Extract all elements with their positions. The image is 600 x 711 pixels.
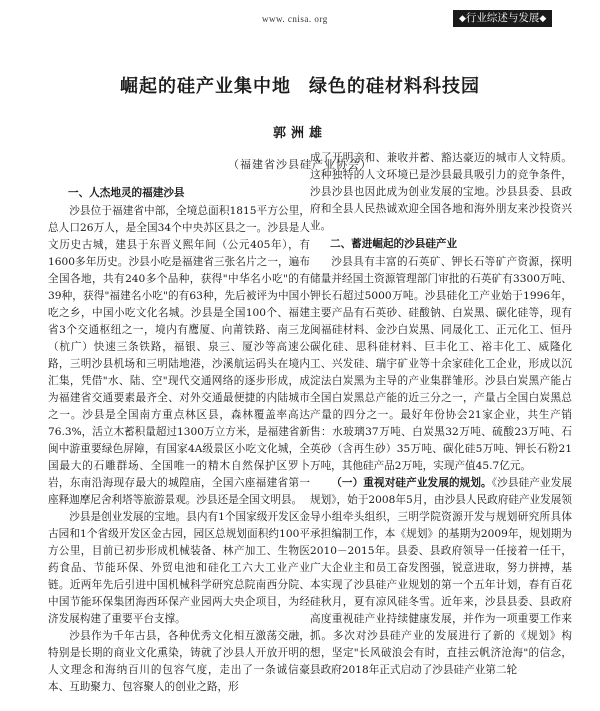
section-heading: 二、蓄进崛起的沙县硅产业 [330,238,458,250]
paragraph [310,475,572,679]
paragraph: 成了开明亲和、兼收并蓄、豁达豪迈的城市人文特质。这种独特的人文环境已是沙县最具吸引力的竞争条件，沙县沙县也因此成为创业发展的宝地。沙县县委、县政府和全县人民热诚欢迎全国各地和海外朋友来沙投资兴业。 [310,152,572,232]
section-heading: 一、人杰地灵的福建沙县 [68,187,185,199]
site-url[interactable]: www. cnisa. org [262,14,328,24]
left-column [48,184,310,696]
author-name: 郭洲雄 [272,126,327,141]
subsection-lead: （一）重视对硅产业发展的规划。 [331,477,492,489]
right-column [310,150,572,679]
paragraph: 沙县作为千年古县，各种优秀文化相互激荡交融，特别是长期的商业文化熏染，铸就了沙县人开放开明的人文理念和海纳百川的包容气度，走出了一条诚信豪本、互助聚力、包容聚人的创业之路，形 [48,630,310,693]
article-title-part1: 崛起的硅产业集中地 [120,76,291,97]
article-title-part2: 绿色的硅材料科技园 [309,76,480,97]
author-affiliation: （福建省沙县硅产业协会） [228,158,372,171]
paragraph-text: 《沙县硅产业发展规划》，始于2008年5月，由沙县人民政府硅产业发展领导小组牵头组织，三明学院资源开发与规划研究所具体承担编制工作，本《规划》的基期为2009年，规划期为2010－2015年。县委、县政府领导一任接着一任干，广大企业主和员工奋发图强，锐意进取，努力拼搏，基本实现了沙县硅产业规划的第一个五年计划，春有百花硅秋月，夏有凉风硅冬雪。近年来，沙县县委、县政府高度重视硅产业持续健康发展，并作为一项重要工作来抓。多次对沙县硅产业的发展进行了新的《规划》构想，坚定"长风破浪会有时，直挂云帆济沧海"的信念，县政府2018年正式启动了沙县硅产业第二轮 [310,477,572,676]
bullet-icon: ◆ [459,14,466,24]
section-tag [453,10,552,27]
bullet-icon: ◆ [539,14,547,24]
page-header [0,0,600,36]
paragraph: 沙县具有丰富的石英矿、钾长石等矿产资源，探明储量并经国土资源管理部门审批的石英矿有3300万吨、钾长石超过5000万吨。沙县硅化工产业始于1996年，主要产品有石英砂、硅酸钠、白炭黑、碳化硅等，现有闽福硅材料、金沙白炭黑、同晟化工、正元化工、恒丹碳化硅、思科硅材料、巨丰化工、裕丰化工、威隆化工、兴发硅、瑞宇矿业等十余家硅化工企业，形成以沉淀法白炭黑为主导的产业集群雏形。沙县白炭黑产能占全国白炭黑总产能的近三分之一，产量占全国白炭黑总产量的四分之一。最好年份协会21家企业，共生产销售：水玻璃37万吨、白炭黑32万吨、硫酸23万吨、石英砂（含再生砂）35万吨、碳化硅5万吨、钾长石粉21万吨，其他硅产品2万吨，实现产值45.7亿元。 [310,256,572,472]
paragraph: 沙县是创业发展的宝地。县内有1个国家级开发区金古园和1个省级开发区金古园，园区总规划面积约100平方公里，目前已初步形成机械装备、林产加工、生物医药食品、节能环保、外贸电池和硅化工六大工业产业链。近两年先后引进中国机械科学研究总院南西分院、中国节能环保集团海西环保产业园两大央企项目，为经济发展构建了重要平台支撑。 [48,511,310,625]
paragraph: 沙县位于福建省中部，全境总面积1815平方公里，总人口26万人，是全国34个中央苏区县之一。沙县是人文历史古城，建县于东晋义熙年间（公元405年），有1600多年历史。沙县小吃是福建省三张名片之一，遍布全国各地，共有240多个品种，获得"中华名小吃"的有39种，获得"福建名小吃"的有63种，先后被评为中国小吃之乡，中国小吃文化名城。沙县是全国100个、福建省3个交通枢纽之一，境内有鹰厦、向莆铁路、南三龙（杭广）快速三条铁路，福银、泉三、厦沙等高速公路，三明沙县机场和三明陆地港，沙溪航运码头在境内汇集，凭借"水、陆、空"现代交通网络的逐步形成，成为福建省交通要素最齐全、对外交通最便捷的内陆城市之一。沙县是全国南方重点林区县，森林覆盖率高达76.3%，活立木蓄积量超过1300万立方米，是福建省新闽中游重要绿色屏障，有国家4A级景区小吃文化城，全国最大的石雕群场、全国唯一的精木自然保护区罗卜岩，东南沿海现存最大的城隍庙，全国六座福建省第一座释迦摩尼舍利塔等旅游景观。沙县还是全国文明县。 [48,205,310,506]
article-title [0,72,600,98]
section-tag-label: 行业综述与发展 [465,12,540,24]
